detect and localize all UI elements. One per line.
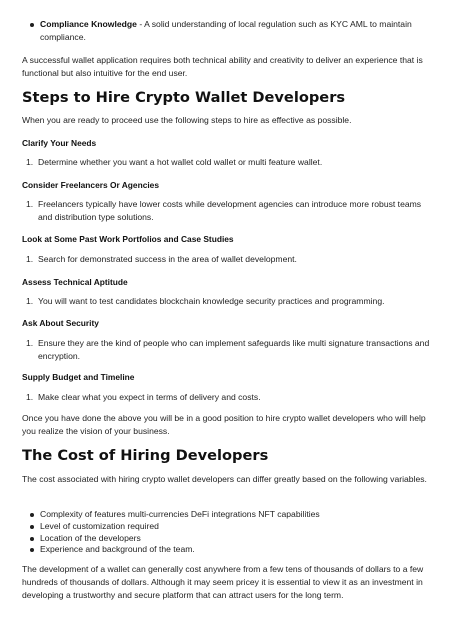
step-title: Assess Technical Aptitude bbox=[22, 277, 128, 287]
bullet-dot bbox=[30, 537, 34, 541]
cost-factor-text: Complexity of features multi-currencies DeFi integrations NFT capabilities bbox=[40, 509, 320, 519]
step-text: Make clear what you expect in terms of delivery and costs. bbox=[38, 392, 261, 402]
step-title: Ask About Security bbox=[22, 318, 99, 328]
bullet-term: Compliance Knowledge bbox=[40, 19, 137, 29]
cost-factor-text: Level of customization required bbox=[40, 521, 159, 531]
step-text: Ensure they are the kind of people who can implement safeguards like multi signature transactions and encryption. bbox=[38, 338, 430, 362]
step-item bbox=[26, 253, 432, 266]
step-item bbox=[26, 295, 432, 308]
cost-factor-text: Location of the developers bbox=[40, 533, 141, 543]
bullet-text bbox=[40, 18, 434, 44]
step-title: Supply Budget and Timeline bbox=[22, 372, 135, 382]
bullet-dot bbox=[30, 23, 34, 27]
section-heading-cost: The Cost of Hiring Developers bbox=[22, 447, 269, 464]
step-text: Freelancers typically have lower costs while development agencies can introduce more robust teams and distribution type solutions. bbox=[38, 199, 422, 223]
bullet-item-compliance bbox=[30, 18, 434, 44]
bullet-dot bbox=[30, 548, 34, 552]
step-number: 1. bbox=[26, 157, 34, 167]
step-title: Look at Some Past Work Portfolios and Case Studies bbox=[22, 234, 234, 244]
step-text: You will want to test candidates blockchain knowledge security practices and programming. bbox=[38, 296, 385, 306]
step-item bbox=[26, 391, 432, 404]
step-item bbox=[26, 156, 432, 169]
step-title: Clarify Your Needs bbox=[22, 138, 97, 148]
bullet-description: - A solid understanding of local regulation such as KYC AML to maintain compliance. bbox=[40, 19, 412, 43]
intro-paragraph: A successful wallet application requires both technical ability and creativity to deliver an experience that is functional but also intuitive for the end user. bbox=[22, 55, 423, 79]
step-item bbox=[26, 337, 432, 363]
step-number: 1. bbox=[26, 254, 34, 264]
step-number: 1. bbox=[26, 392, 34, 402]
step-text: Search for demonstrated success in the area of wallet development. bbox=[38, 254, 297, 264]
cost-factor-item bbox=[30, 543, 434, 556]
step-number: 1. bbox=[26, 296, 34, 306]
cost-intro: The cost associated with hiring crypto wallet developers can differ greatly based on the following variables. bbox=[22, 474, 427, 484]
bullet-dot bbox=[30, 513, 34, 517]
step-text: Determine whether you want a hot wallet cold wallet or multi feature wallet. bbox=[38, 157, 323, 167]
cost-factor-text: Experience and background of the team. bbox=[40, 544, 195, 554]
step-title: Consider Freelancers Or Agencies bbox=[22, 180, 160, 190]
cost-closing-paragraph: The development of a wallet can generally cost anywhere from a few tens of thousands of dollars to a few hundreds of thousands of dollars. Although it may seem pricey it is essential to view it as an investment in developing a trustworthy and secure platform that can attract users for the long term. bbox=[22, 564, 424, 601]
step-number: 1. bbox=[26, 338, 34, 348]
steps-closing-paragraph: Once you have done the above you will be in a good position to hire crypto wallet developers who will help you realize the vision of your business. bbox=[22, 413, 426, 437]
bullet-dot bbox=[30, 525, 34, 529]
step-item bbox=[26, 198, 432, 224]
step-number: 1. bbox=[26, 199, 34, 209]
section-heading-steps: Steps to Hire Crypto Wallet Developers bbox=[22, 89, 346, 106]
steps-intro: When you are ready to proceed use the following steps to hire as effective as possible. bbox=[22, 115, 352, 125]
